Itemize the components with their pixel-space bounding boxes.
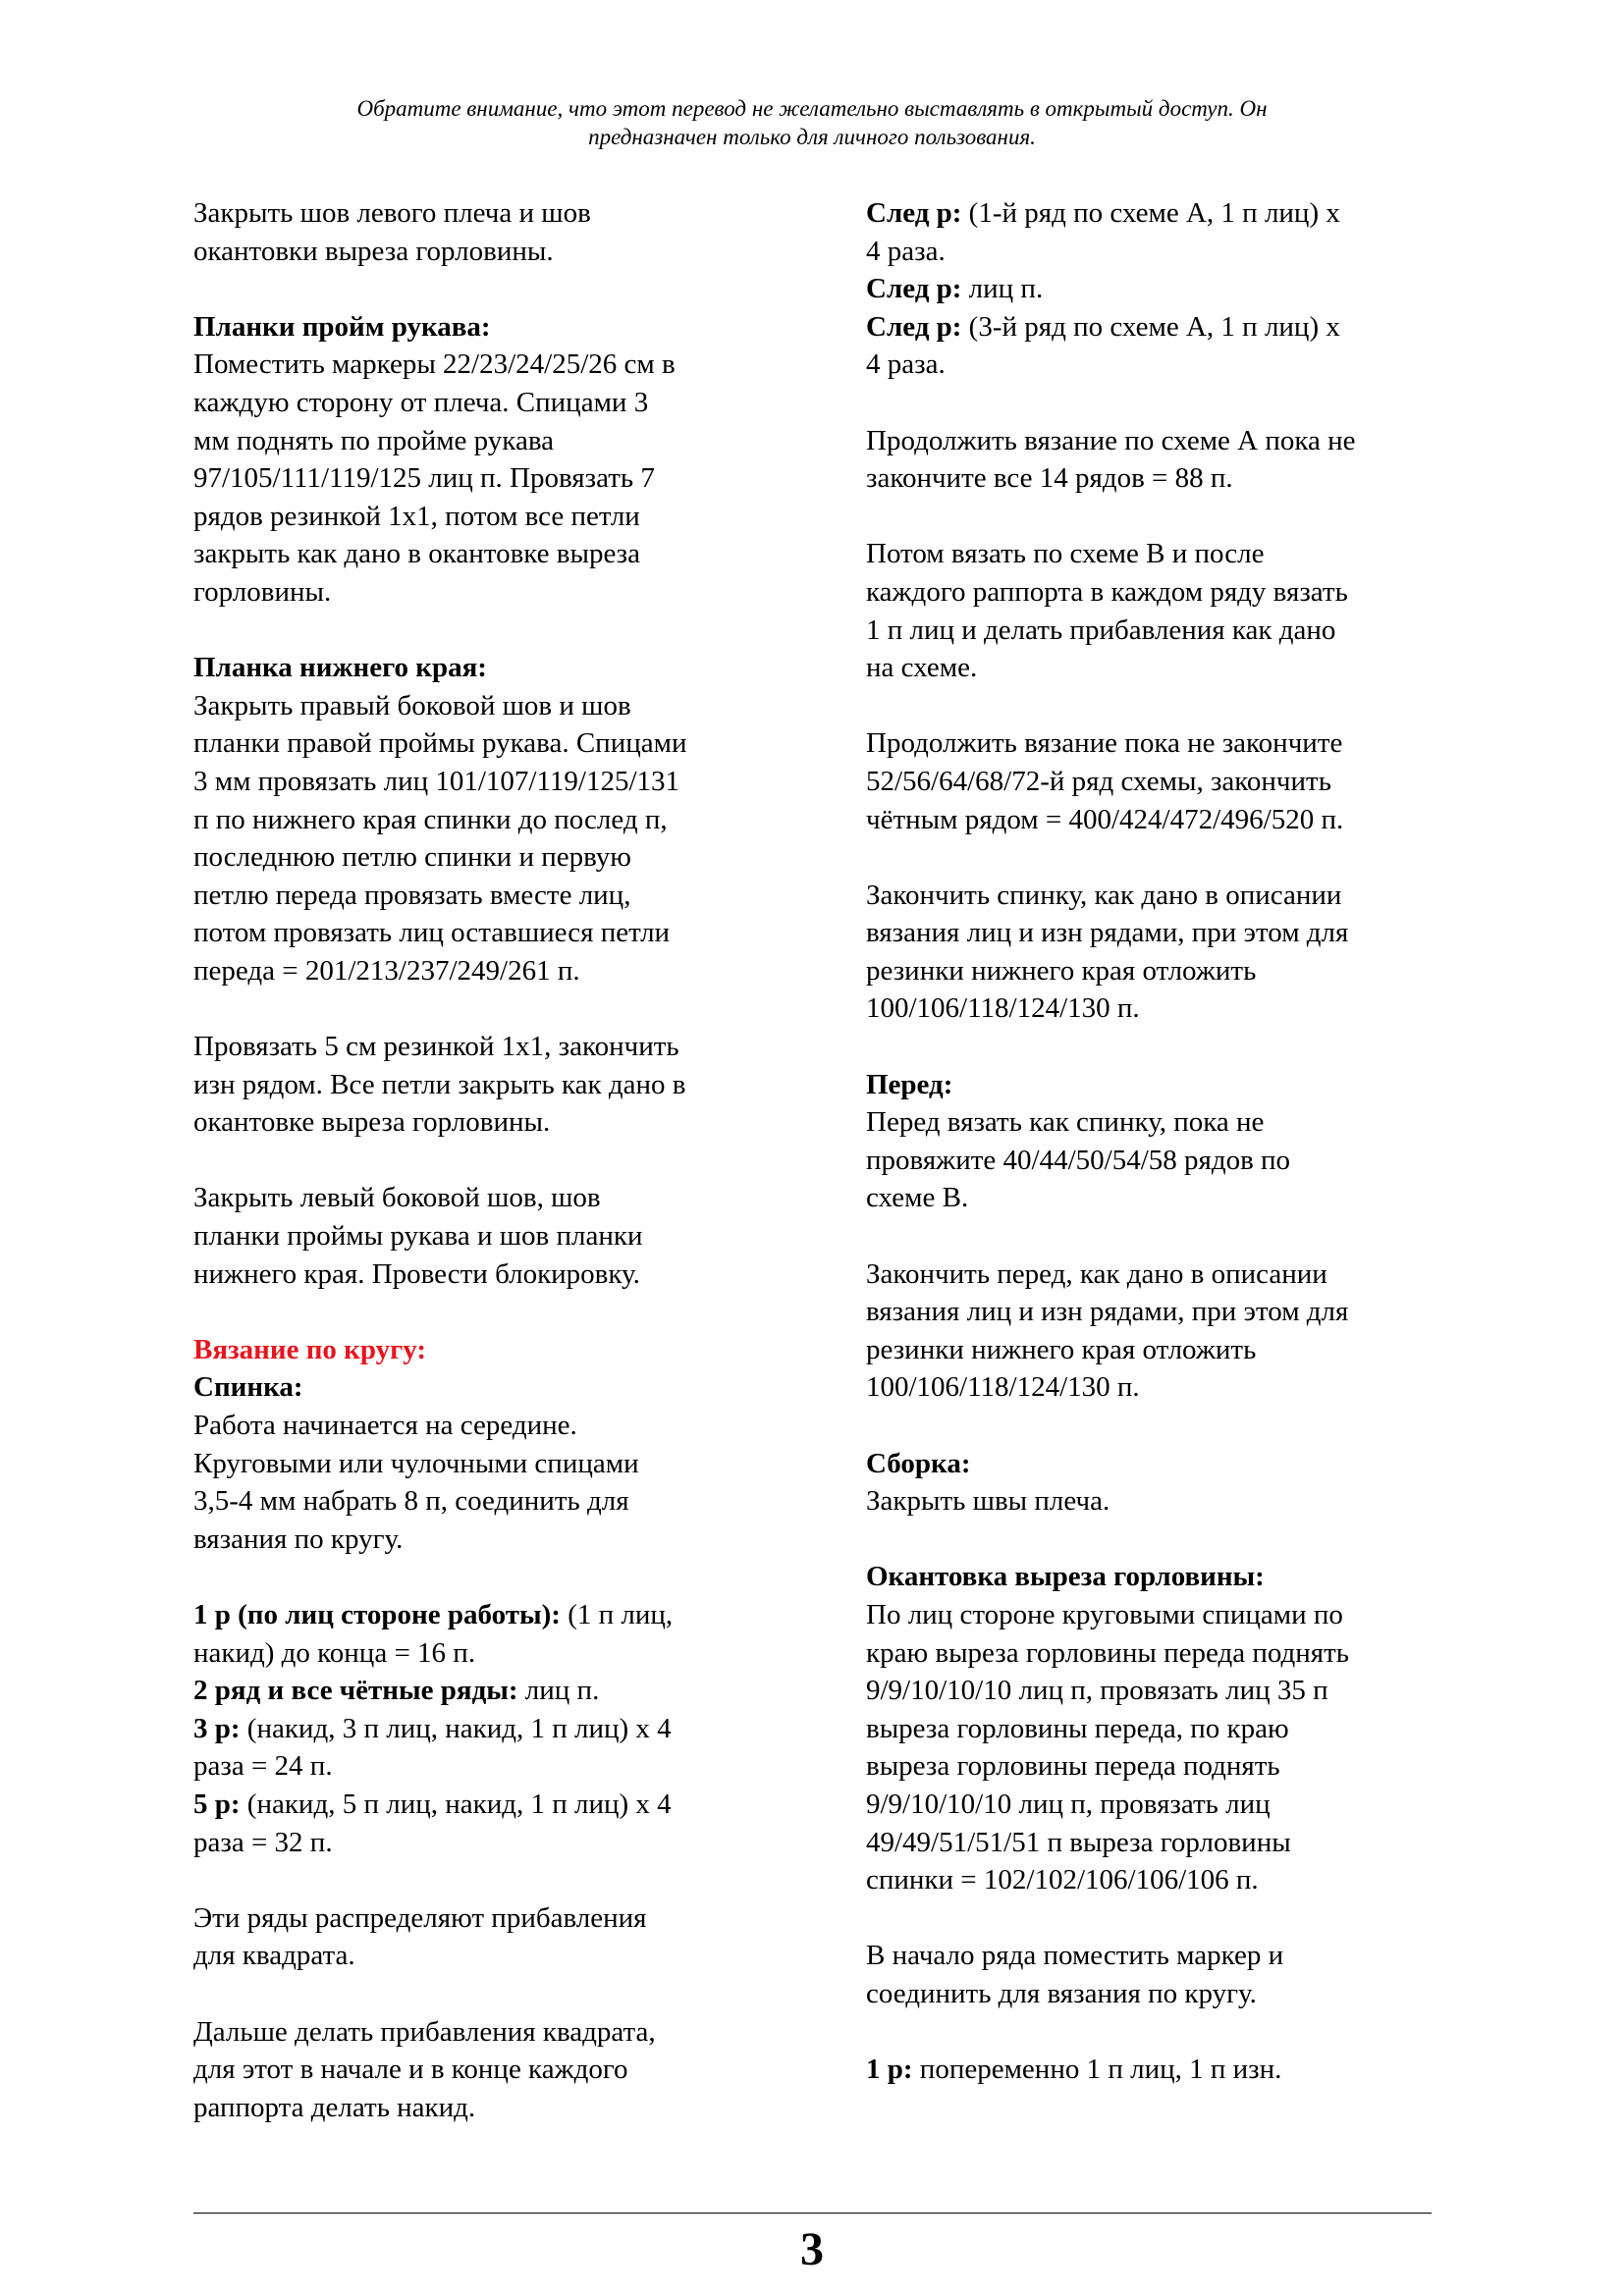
text-line: резинки нижнего края отложить	[866, 1333, 1257, 1365]
text-line: 100/106/118/124/130 п.	[866, 1371, 1140, 1404]
section-assembly	[866, 1445, 1455, 1521]
text-line: вязания по кругу.	[193, 1522, 404, 1555]
next-row-2	[866, 270, 1455, 308]
text-line: Закрыть швы плеча.	[866, 1485, 1110, 1518]
next-row-1	[866, 194, 1455, 233]
text-line: Закончить перед, как дано в описании	[866, 1257, 1327, 1290]
text-line: каждую сторону от плеча. Спицами 3	[193, 386, 649, 418]
text-line: 97/105/111/119/125 лиц п. Провязать 7	[193, 462, 655, 495]
text-line: По лиц стороне круговыми спицами по	[866, 1598, 1343, 1630]
text-line: на схеме.	[866, 652, 978, 684]
left-column	[193, 194, 783, 2164]
neck-row-1-instruction	[866, 2051, 1455, 2089]
next-row-3	[866, 308, 1455, 347]
text-line: планки правой проймы рукава. Спицами	[193, 727, 687, 760]
text-line: соединить для вязания по кругу.	[866, 1977, 1257, 2009]
notice-line-1: Обратите внимание, что этот перевод не желательно выставлять в открытый доступ. Он	[356, 96, 1268, 121]
text-line: изн рядом. Все петли закрыть как дано в	[193, 1068, 686, 1100]
text-line: рядов резинкой 1х1, потом все петли	[193, 500, 640, 532]
text-line: резинки нижнего края отложить	[866, 954, 1257, 987]
notice-line-2: предназначен только для личного пользования.	[588, 125, 1036, 149]
text-line: раза = 24 п.	[193, 1750, 333, 1783]
text-line: Потом вязать по схеме В и после	[866, 538, 1265, 570]
text-line: Круговыми или чулочными спицами	[193, 1447, 639, 1479]
row-text: (накид, 5 п лиц, накид, 1 п лиц) х 4	[240, 1788, 672, 1820]
section-armhole-bands	[193, 308, 783, 612]
row-text: (накид, 3 п лиц, накид, 1 п лиц) х 4	[240, 1712, 672, 1744]
text-line: каждого раппорта в каждом ряду вязать	[866, 575, 1348, 608]
text-line: окантовки выреза горловины.	[193, 235, 554, 267]
text-line: Закрыть левый боковой шов, шов	[193, 1182, 601, 1214]
paragraph-continue-until	[866, 724, 1455, 838]
paragraph-distribute	[193, 1899, 783, 1975]
text-line: для этот в начале и в конце каждого	[193, 2054, 628, 2086]
text-line: Провязать 5 см резинкой 1х1, закончить	[193, 1031, 679, 1063]
heading-hem-band: Планка нижнего края:	[193, 652, 487, 684]
text-line: чётным рядом = 400/424/472/496/520 п.	[866, 803, 1344, 835]
text-line: последнюю петлю спинки и первую	[193, 841, 631, 874]
paragraph-rib	[193, 1028, 783, 1142]
row-label: 1 р:	[866, 2054, 913, 2086]
section-next-rows	[866, 194, 1455, 384]
text-line: вязания лиц и изн рядами, при этом для	[866, 917, 1349, 949]
paragraph-seams	[193, 1179, 783, 1293]
row-2-instruction	[193, 1672, 783, 1710]
heading-knitting-in-round: Вязание по кругу:	[193, 1333, 427, 1365]
text-line: 49/49/51/51/51 п выреза горловины	[866, 1826, 1291, 1858]
text-line: закрыть как дано в окантовке выреза	[193, 538, 640, 570]
text-line: накид) до конца = 16 п.	[193, 1636, 476, 1669]
text-line: схеме В.	[866, 1182, 969, 1214]
text-line: Работа начинается на середине.	[193, 1410, 577, 1441]
text-line: 4 раза.	[866, 348, 946, 381]
text-line: краю выреза горловины переда поднять	[866, 1636, 1350, 1669]
text-line: спинки = 102/102/106/106/106 п.	[866, 1864, 1259, 1896]
text-line: 1 п лиц и делать прибавления как дано	[866, 614, 1336, 646]
text-line: окантовке выреза горловины.	[193, 1106, 551, 1139]
heading-armhole-bands: Планки пройм рукава:	[193, 310, 491, 343]
text-line: мм поднять по пройме рукава	[193, 424, 555, 456]
row-label: 3 р:	[193, 1712, 241, 1744]
heading-neckband: Окантовка выреза горловины:	[866, 1561, 1265, 1593]
text-line: В начало ряда поместить маркер и	[866, 1940, 1284, 1972]
text-line: Продолжить вязание по схеме А пока не	[866, 424, 1356, 456]
text-line: 52/56/64/68/72-й ряд схемы, закончить	[866, 765, 1331, 797]
row-text: (1 п лиц,	[560, 1598, 674, 1630]
text-line: Закрыть шов левого плеча и шов	[193, 197, 591, 229]
row-text: лиц п.	[517, 1675, 600, 1707]
row-label: След р:	[866, 197, 962, 229]
text-line: Поместить маркеры 22/23/24/25/26 см в	[193, 348, 676, 381]
text-line: 4 раза.	[866, 235, 946, 267]
row-text: лиц п.	[961, 273, 1044, 305]
text-line: раза = 32 п.	[193, 1826, 333, 1858]
row-text: (1-й ряд по схеме А, 1 п лиц) х	[961, 197, 1340, 229]
text-line: выреза горловины переда поднять	[866, 1750, 1280, 1783]
section-hem-band	[193, 649, 783, 989]
text-line: выреза горловины переда, по краю	[866, 1712, 1289, 1744]
row-label: 1 р (по лиц стороне работы):	[193, 1598, 561, 1630]
text-line: планки проймы рукава и шов планки	[193, 1220, 643, 1253]
text-line: 3 мм провязать лиц 101/107/119/125/131	[193, 765, 680, 797]
paragraph-scheme-b	[866, 535, 1455, 686]
text-line: 9/9/10/10/10 лиц п, провязать лиц	[866, 1788, 1271, 1820]
text-line: вязания лиц и изн рядами, при этом для	[866, 1296, 1349, 1328]
page-number: 3	[800, 2223, 824, 2275]
section-neckband	[866, 1558, 1455, 1898]
text-line: провяжите 40/44/50/54/58 рядов по	[866, 1144, 1291, 1176]
paragraph-marker	[866, 1937, 1455, 2012]
row-text: (3-й ряд по схеме А, 1 п лиц) х	[961, 310, 1340, 343]
paragraph-continue-a	[866, 422, 1455, 498]
right-column	[866, 194, 1455, 2126]
text-line: Закрыть правый боковой шов и шов	[193, 689, 631, 721]
heading-back: Спинка:	[193, 1371, 303, 1404]
text-line: Закончить спинку, как дано в описании	[866, 879, 1342, 911]
text-line: Дальше делать прибавления квадрата,	[193, 2015, 656, 2048]
paragraph-close-shoulder	[193, 194, 783, 270]
text-line: нижнего края. Провести блокировку.	[193, 1257, 640, 1290]
row-label: 2 ряд и все чётные ряды:	[193, 1675, 518, 1707]
row-3-instruction	[193, 1710, 783, 1748]
paragraph-further-increases	[193, 2013, 783, 2127]
text-line: 3,5-4 мм набрать 8 п, соединить для	[193, 1485, 629, 1518]
copyright-notice	[177, 94, 1447, 151]
text-line: Перед вязать как спинку, пока не	[866, 1106, 1265, 1139]
row-label: 5 р:	[193, 1788, 241, 1820]
text-line: закончите все 14 рядов = 88 п.	[866, 462, 1233, 495]
section-knitting-in-round	[193, 1331, 783, 1559]
text-line: Эти ряды распределяют прибавления	[193, 1901, 647, 1934]
row-5-instruction	[193, 1786, 783, 1824]
text-line: переда = 201/213/237/249/261 п.	[193, 954, 580, 987]
text-line: п по нижнего края спинки до послед п,	[193, 803, 668, 835]
section-front	[866, 1066, 1455, 1217]
text-line: горловины.	[193, 575, 332, 608]
paragraph-finish-front	[866, 1255, 1455, 1407]
text-line: раппорта делать накид.	[193, 2091, 476, 2123]
text-line: 9/9/10/10/10 лиц п, провязать лиц 35 п	[866, 1675, 1328, 1707]
text-line: для квадрата.	[193, 1940, 355, 1972]
text-line: петлю переда провязать вместе лиц,	[193, 879, 631, 911]
text-line: 100/106/118/124/130 п.	[866, 992, 1140, 1025]
row-1-instruction	[193, 1596, 783, 1634]
section-row-instructions	[193, 1596, 783, 1861]
heading-assembly: Сборка:	[866, 1447, 971, 1479]
heading-front: Перед:	[866, 1068, 953, 1100]
section-neck-row-1	[866, 2051, 1455, 2089]
row-label: След р:	[866, 273, 962, 305]
row-text: попеременно 1 п лиц, 1 п изн.	[912, 2054, 1282, 2086]
row-label: След р:	[866, 310, 962, 343]
text-line: Продолжить вязание пока не закончите	[866, 727, 1343, 760]
footer-divider	[193, 2213, 1432, 2214]
paragraph-finish-back	[866, 877, 1455, 1028]
text-line: потом провязать лиц оставшиеся петли	[193, 917, 671, 949]
